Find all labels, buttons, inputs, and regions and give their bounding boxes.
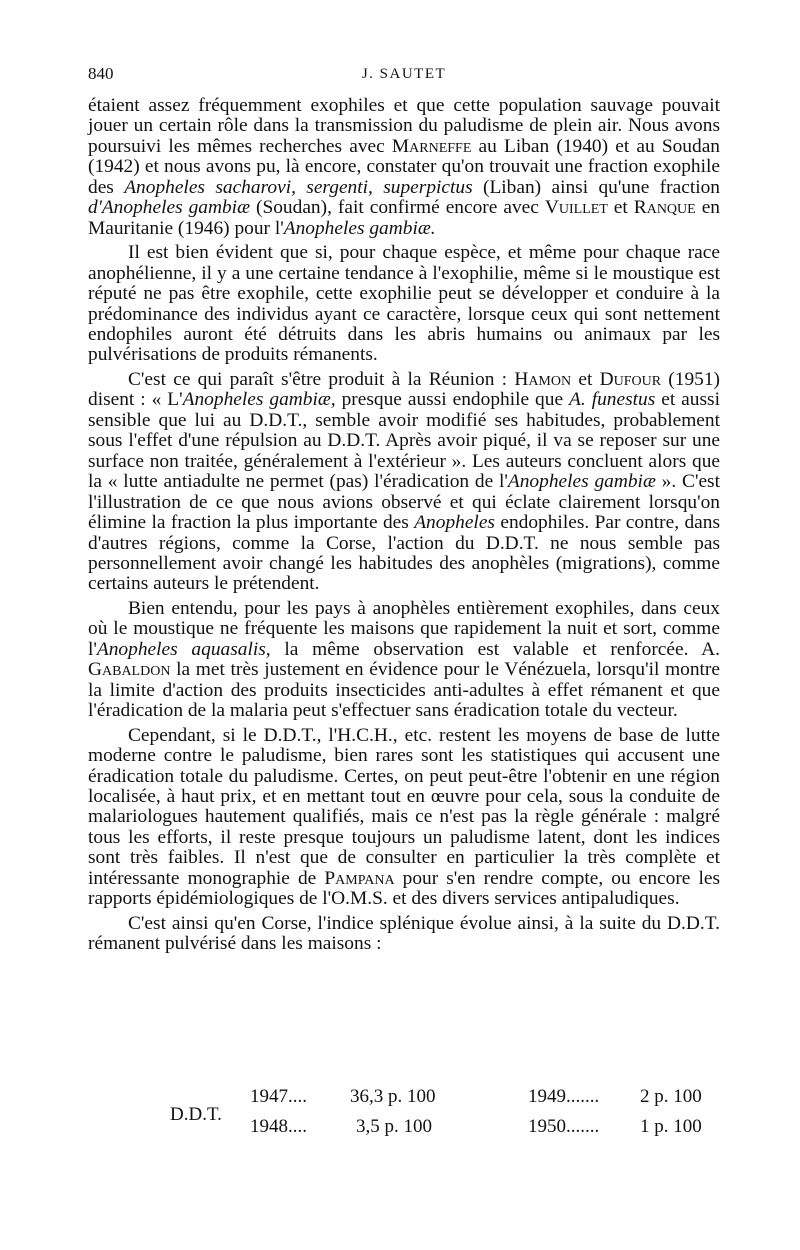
text-run: endophiles. Par contre, dans d'autres régions, comme la Corse, l'action du D.D.T. ne nous semble pas personnellement avoir changé les habitudes des anophèles (migrations), comme certains auteurs le prétendent.: [88, 512, 721, 595]
text-run: la met très justement en évidence pour le Vénézuela, lorsqu'il montre la limite d'action des produits insecticides anti-adultes à effet rémanent et que l'éradication de la malaria peut s'effectuer sans éradication totale du vecteur.: [88, 659, 720, 722]
species-name: Anopheles: [414, 512, 495, 534]
author-name: Vuillet: [544, 197, 608, 219]
ddt-label: D.D.T.: [170, 1104, 222, 1125]
page-header: [88, 60, 720, 90]
text-run: Cependant, si le D.D.T., l'H.C.H., etc. restent les moyens de base de lutte moderne contre le paludisme, bien rares sont les statistiques qui accusent une éradication totale du paludisme. Certes, on peut peut-être l'obtenir en une région localisée, à haut prix, et en mettant tout en œuvre pour cela, sous la conduite de malariologues hautement qualifiés, mais ce n'est pas la règle générale : malgré tous les efforts, il reste presque toujours un paludisme latent, dont les indices sont très faibles. Il n'est que de consulter en particulier la très complète et intéressante monographie de: [88, 724, 720, 889]
species-name: d'Anopheles gambiæ: [88, 197, 251, 219]
table-cell-value: 36,3 p. 100: [350, 1086, 436, 1107]
text-run: (1951) disent : « L': [88, 368, 720, 411]
paragraph-3: [88, 370, 720, 595]
text-run: Bien entendu, pour les pays à anophèles entièrement exophiles, dans ceux où le moustique ne fréquente les maisons que rapidement la nuit et sort, comme l': [88, 597, 720, 660]
author-name: Marneffe: [391, 135, 472, 157]
text-run: C'est ce qui paraît s'être produit à la Réunion :: [128, 368, 515, 390]
ddt-table: [88, 1076, 720, 1146]
species-name: Anopheles gambiæ.: [283, 217, 436, 239]
species-name: A. funestus: [569, 389, 656, 411]
text-run: ». C'est l'illustration de ce que nous avions observé et qui éclate clairement lorsqu'on élimine la fraction la plus importante des: [88, 471, 720, 534]
table-cell-year: 1949.......: [528, 1086, 600, 1107]
author-name: Gabaldon: [88, 659, 171, 681]
author-name: Hamon: [514, 368, 572, 390]
running-head: J. SAUTET: [361, 66, 447, 82]
table-cell-value: 1 p. 100: [640, 1116, 702, 1137]
paragraph-5: [88, 726, 720, 910]
text-run: et: [607, 197, 634, 219]
paragraph-4: [88, 599, 720, 722]
species-name: Anopheles gambiæ,: [182, 389, 336, 411]
paragraph-1: [88, 96, 720, 239]
table-cell-value: 3,5 p. 100: [356, 1116, 432, 1137]
paragraph-6: C'est ainsi qu'en Corse, l'indice splénique évolue ainsi, à la suite du D.D.T. rémanent pulvérisé dans les maisons :: [88, 912, 720, 955]
body-text: [88, 96, 720, 955]
page-number: 840: [88, 64, 114, 83]
author-name: Pampana: [324, 867, 395, 889]
paragraph-2: Il est bien évident que si, pour chaque espèce, et même pour chaque race anophélienne, il y a une certaine tendance à l'exophilie, même si le moustique est réputé ne pas être exophile, cette exophilie peut se développer et conduire à la prédominance des individus ayant ce caractère, lorsque ceux qui sont nettement endophiles auront été détruits dans les abris humains ou animaux par les pulvérisations de produits rémanents.: [88, 242, 720, 366]
text-run: étaient assez fréquemment exophiles et que cette population sauvage pouvait jouer un certain rôle dans la transmission du paludisme de plein air. Nous avons poursuivi les mêmes recherches avec: [88, 95, 720, 157]
text-run: (Liban) ainsi qu'une fraction: [472, 176, 720, 198]
author-name: Ranque: [633, 197, 696, 219]
species-name: Anopheles sacharovi, sergenti, superpictus: [124, 176, 473, 198]
text-run: pour s'en rendre compte, ou encore les rapports épidémiologiques de l'O.M.S. et des divers services antipaludiques.: [88, 867, 721, 910]
table-cell-year: 1950.......: [528, 1116, 600, 1137]
table-cell-year: 1948....: [250, 1116, 307, 1137]
table-cell-year: 1947....: [250, 1086, 307, 1107]
text-run: presque aussi endophile que: [335, 389, 570, 411]
species-name: Anopheles aquasalis,: [96, 638, 271, 660]
species-name: Anopheles gambiæ: [507, 471, 656, 493]
text-run: et: [571, 368, 600, 390]
table-cell-value: 2 p. 100: [640, 1086, 702, 1107]
author-name: Dufour: [599, 368, 662, 390]
text-run: au Liban (1940) et au Soudan (1942) et nous avons pu, là encore, constater qu'on trouvait une fraction exophile des: [88, 135, 720, 198]
text-run: et aussi sensible que lui au D.D.T., semble avoir modifié ses habitudes, probablement sous l'effet d'une répulsion au D.D.T. Après avoir piqué, il va se reposer sur une surface non traitée, généralement à l'extérieur ». Les auteurs concluent alors que la « lutte antiadulte ne permet (pas) l'éradication de l': [88, 389, 720, 493]
text-run: la même observation est valable et renforcée. A.: [270, 638, 720, 660]
text-run: en Mauritanie (1946) pour l': [88, 197, 720, 239]
text-run: (Soudan), fait confirmé encore avec: [250, 197, 545, 219]
